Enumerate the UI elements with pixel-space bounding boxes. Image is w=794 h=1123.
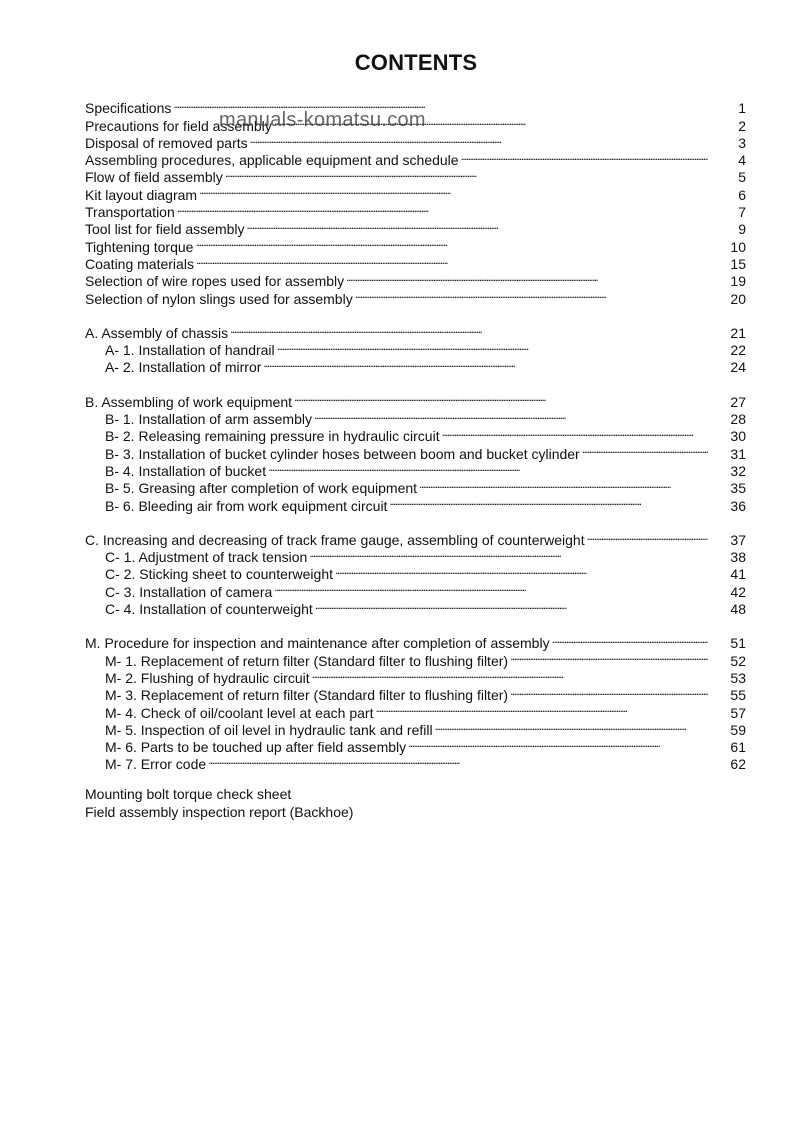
toc-section bbox=[85, 631, 746, 773]
dot-leader bbox=[208, 752, 708, 769]
toc-page-number: 20 bbox=[730, 290, 746, 307]
toc-page-number: 1 bbox=[738, 100, 746, 117]
toc-entry-label: Kit layout diagram bbox=[85, 186, 198, 203]
toc-page-number: 9 bbox=[738, 221, 746, 238]
dot-leader bbox=[408, 735, 708, 752]
toc-entry-label: Selection of nylon slings used for assembly bbox=[85, 290, 353, 307]
dot-leader bbox=[435, 718, 708, 735]
dot-leader bbox=[315, 597, 708, 614]
table-of-contents bbox=[85, 96, 746, 821]
toc-entry-label: Assembling procedures, applicable equipment and schedule bbox=[85, 152, 459, 169]
toc-page-number: 24 bbox=[730, 359, 746, 376]
toc-page-number: 4 bbox=[738, 152, 746, 169]
toc-section bbox=[85, 321, 746, 376]
toc-entry-label: M- 6. Parts to be touched up after field assembly bbox=[105, 739, 407, 756]
dot-leader bbox=[250, 131, 708, 148]
dot-leader bbox=[274, 579, 708, 596]
toc-entry-label: Specifications bbox=[85, 100, 172, 117]
toc-section bbox=[85, 528, 746, 618]
toc-page-number: 30 bbox=[730, 428, 746, 445]
toc-page-number: 10 bbox=[730, 238, 746, 255]
toc-entry-label: B- 2. Releasing remaining pressure in hydraulic circuit bbox=[105, 428, 440, 445]
appendix-item[interactable] bbox=[85, 804, 746, 821]
toc-entry-label: B- 5. Greasing after completion of work equipment bbox=[105, 480, 418, 497]
toc-entry[interactable] bbox=[85, 631, 746, 652]
dot-leader bbox=[582, 441, 708, 458]
toc-entry-label: Flow of field assembly bbox=[85, 169, 223, 186]
toc-page-number: 55 bbox=[730, 687, 746, 704]
dot-leader bbox=[294, 389, 708, 406]
appendix-item-label: Field assembly inspection report (Backhoe) bbox=[85, 803, 354, 820]
toc-entry[interactable] bbox=[85, 528, 746, 548]
dot-leader bbox=[177, 200, 708, 217]
toc-entry-label: A. Assembly of chassis bbox=[85, 324, 229, 341]
toc-page-number: 35 bbox=[730, 480, 746, 497]
dot-leader bbox=[346, 269, 708, 286]
dot-leader bbox=[268, 459, 708, 476]
toc-page-number: 62 bbox=[730, 756, 746, 773]
toc-page-number: 53 bbox=[730, 669, 746, 686]
dot-leader bbox=[335, 562, 708, 579]
toc-entry-label: M. Procedure for inspection and maintenance after completion of assembly bbox=[85, 635, 550, 652]
toc-page-number: 7 bbox=[738, 204, 746, 221]
toc-page-number: 6 bbox=[738, 186, 746, 203]
toc-entry[interactable] bbox=[85, 389, 746, 410]
toc-page-number: 37 bbox=[730, 531, 746, 548]
toc-entry-label: Tightening torque bbox=[85, 238, 194, 255]
toc-page-number: 31 bbox=[730, 445, 746, 462]
toc-page-number: 48 bbox=[730, 601, 746, 618]
toc-entry[interactable] bbox=[85, 200, 746, 221]
appendix-item[interactable] bbox=[85, 786, 746, 803]
toc-page-number: 28 bbox=[730, 411, 746, 428]
dot-leader bbox=[389, 493, 708, 510]
dot-leader bbox=[419, 476, 708, 493]
dot-leader bbox=[247, 217, 708, 234]
dot-leader bbox=[225, 165, 708, 182]
toc-page-number: 27 bbox=[730, 393, 746, 410]
toc-page-number: 42 bbox=[730, 583, 746, 600]
dot-leader bbox=[314, 407, 708, 424]
toc-page-number: 22 bbox=[730, 342, 746, 359]
toc-entry-label: A- 2. Installation of mirror bbox=[105, 359, 262, 376]
toc-page-number: 3 bbox=[738, 134, 746, 151]
toc-entry-label: M- 5. Inspection of oil level in hydraulic tank and refill bbox=[105, 721, 433, 738]
toc-entry-label: B- 4. Installation of bucket bbox=[105, 462, 267, 479]
toc-entry-label: B- 3. Installation of bucket cylinder hoses between boom and bucket cylinder bbox=[105, 445, 580, 462]
toc-entry-label: B- 6. Bleeding air from work equipment circuit bbox=[105, 497, 388, 514]
toc-page-number: 59 bbox=[730, 721, 746, 738]
toc-entry-label: M- 1. Replacement of return filter (Standard filter to flushing filter) bbox=[105, 652, 509, 669]
dot-leader bbox=[196, 252, 708, 269]
toc-entry-label: B. Assembling of work equipment bbox=[85, 393, 292, 410]
toc-entry-label: Disposal of removed parts bbox=[85, 134, 248, 151]
dot-leader bbox=[277, 338, 708, 355]
dot-leader bbox=[552, 631, 708, 648]
toc-entry-label: C- 4. Installation of counterweight bbox=[105, 601, 313, 618]
appendix-list bbox=[85, 786, 746, 821]
toc-entry-label: C- 2. Sticking sheet to counterweight bbox=[105, 566, 334, 583]
toc-entry[interactable] bbox=[85, 217, 746, 238]
dot-leader bbox=[309, 545, 708, 562]
appendix-item-label: Mounting bolt torque check sheet bbox=[85, 786, 292, 803]
toc-entry-label: B- 1. Installation of arm assembly bbox=[105, 411, 312, 428]
dot-leader bbox=[510, 683, 708, 700]
toc-page-number: 5 bbox=[738, 169, 746, 186]
page-title: CONTENTS bbox=[354, 50, 478, 75]
dot-leader bbox=[195, 234, 708, 251]
toc-entry-label: A- 1. Installation of handrail bbox=[105, 342, 275, 359]
dot-leader bbox=[375, 700, 708, 717]
dot-leader bbox=[587, 528, 708, 545]
toc-page-number: 36 bbox=[730, 497, 746, 514]
toc-page-number: 15 bbox=[730, 255, 746, 272]
dot-leader bbox=[199, 182, 708, 199]
toc-entry-label: Coating materials bbox=[85, 255, 194, 272]
dot-leader bbox=[355, 286, 708, 303]
toc-page-number: 21 bbox=[730, 324, 746, 341]
toc-entry-label: M- 7. Error code bbox=[105, 756, 207, 773]
toc-page-number: 51 bbox=[730, 635, 746, 652]
dot-leader bbox=[461, 148, 708, 165]
toc-page-number: 2 bbox=[738, 117, 746, 134]
dot-leader bbox=[442, 424, 708, 441]
toc-entry-label: M- 2. Flushing of hydraulic circuit bbox=[105, 669, 310, 686]
toc-entry-label: C- 3. Installation of camera bbox=[105, 583, 273, 600]
toc-page-number: 52 bbox=[730, 652, 746, 669]
dot-leader bbox=[230, 321, 708, 338]
toc-entry-label: Transportation bbox=[85, 204, 175, 221]
toc-entry[interactable] bbox=[85, 321, 746, 341]
toc-entry-label: C- 1. Adjustment of track tension bbox=[105, 549, 308, 566]
dot-leader bbox=[510, 648, 708, 665]
toc-page-number: 41 bbox=[730, 566, 746, 583]
watermark: manuals-komatsu.com bbox=[219, 109, 426, 131]
toc-page-number: 32 bbox=[730, 462, 746, 479]
toc-entry-label: Tool list for field assembly bbox=[85, 221, 245, 238]
toc-entry-label: C. Increasing and decreasing of track frame gauge, assembling of counterweight bbox=[85, 531, 585, 548]
toc-entry-label: M- 3. Replacement of return filter (Standard filter to flushing filter) bbox=[105, 687, 509, 704]
toc-entry-label: Selection of wire ropes used for assembly bbox=[85, 273, 345, 290]
toc-page-number: 38 bbox=[730, 549, 746, 566]
toc-entry-label: Precautions for field assembly bbox=[85, 117, 272, 134]
dot-leader bbox=[312, 666, 708, 683]
toc-page-number: 19 bbox=[730, 273, 746, 290]
toc-page-number: 57 bbox=[730, 704, 746, 721]
toc-page-number: 61 bbox=[730, 739, 746, 756]
toc-section bbox=[85, 389, 746, 514]
toc-entry-label: M- 4. Check of oil/coolant level at each part bbox=[105, 704, 374, 721]
dot-leader bbox=[263, 355, 708, 372]
